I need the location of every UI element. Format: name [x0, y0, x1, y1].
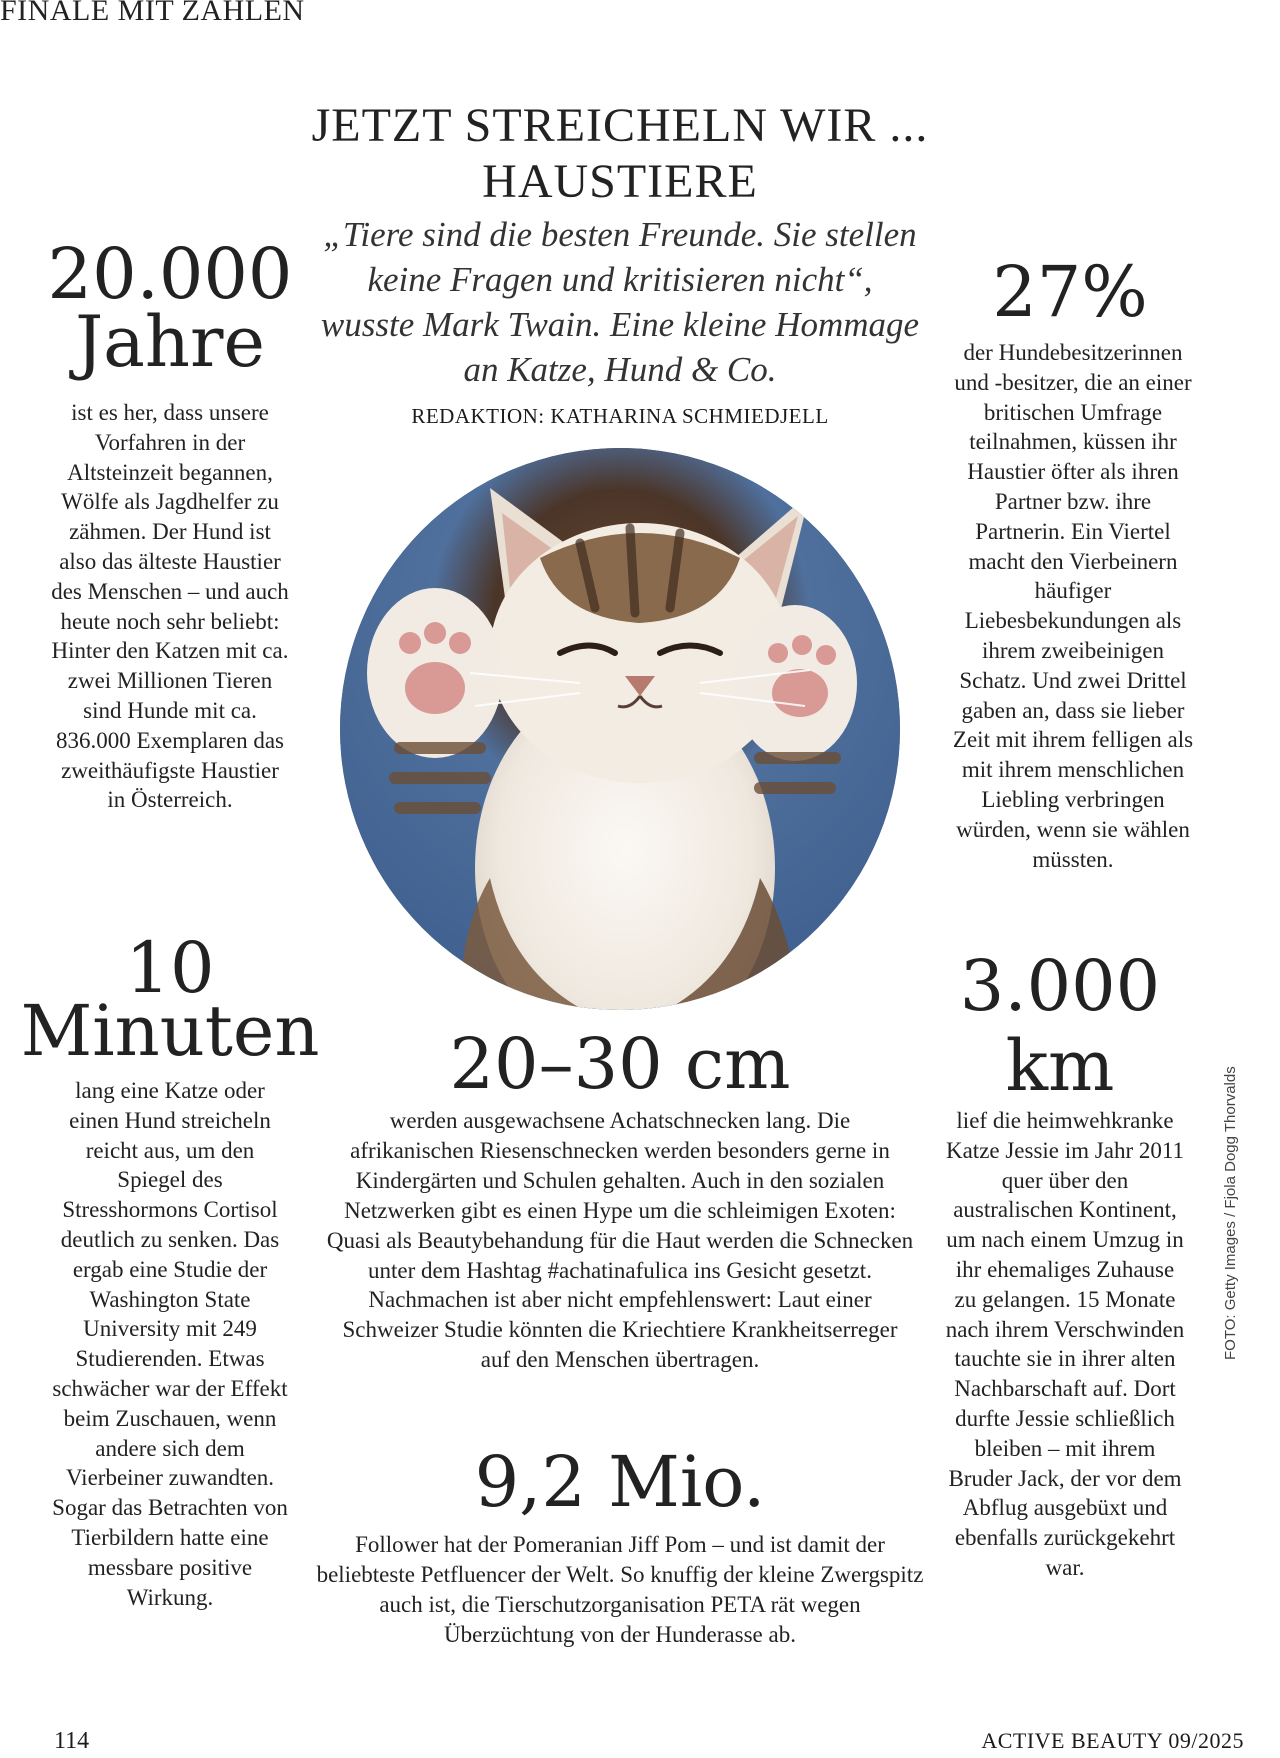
headline [300, 98, 940, 210]
fact-years-unit: Jahre [75, 301, 265, 383]
page-number: 114 [54, 1728, 90, 1754]
intro-quote: „Tiere sind die besten Freunde. Sie stellen keine Fragen und kritisieren nicht“, wusste Mark Twain. Eine kleine Hommage an Katze, Hund & Co. [320, 215, 920, 389]
fact-percent-number: 27% [992, 251, 1148, 333]
fact-years-text: ist es her, dass unsere Vorfahren in der Altsteinzeit begannen, Wölfe als Jagdhelfer zu zähmen. Der Hund ist also das älteste Haustier des Menschen – und auch heute noch sehr beliebt: Hinter den Katzen mit ca. zwei Millionen Tieren sind Hunde mit ca. 836.000 Exemplaren das zweithäufigste Haustier in Österreich. [51, 400, 289, 813]
byline: REDAKTION: KATHARINA SCHMIEDJELL [411, 404, 829, 428]
fact-snails-text: werden ausgewachsene Achatschnecken lang. Die afrikanischen Riesenschnecken werden besonders gerne in Kindergärten und Schulen gehalten. Auch in den sozialen Netzwerken gibt es einen Hype um die schleimigen Exoten: Quasi als Beautybehandung für die Haut werden die Schnecken unter dem Hashtag #achatinafulica ins Gesicht gesetzt. Nachmachen ist aber nicht empfehlenswert: Laut einer Schweizer Studie könnten die Kriechtiere Krankheitserreger auf den Menschen übertragen. [326, 1108, 914, 1373]
kitten-illustration [340, 448, 900, 1010]
fact-snails-number: 20–30 cm [449, 1023, 791, 1105]
headline-line-1: JETZT STREICHELN WIR ... [311, 99, 929, 152]
fact-followers-text: Follower hat der Pomeranian Jiff Pom – und ist damit der beliebteste Petfluencer der Welt. So knuffig der kleine Zwergspitz auch ist, die Tierschutzorganisation PETA rät wegen Überzüchtung von der Hunderasse ab. [316, 1532, 924, 1647]
fact-minutes-unit: Minuten [20, 990, 320, 1072]
fact-minutes-number: 10 [125, 927, 215, 1009]
fact-km-text: lief die heimwehkranke Katze Jessie im Jahr 2011 quer über den australischen Kontinent, um nach einem Umzug in ihr ehemaliges Zuhause zu gelangen. 15 Monate nach ihrem Verschwinden tauchte sie in ihrer alten Nachbarschaft auf. Dort durfte Jessie schließlich bleiben – mit ihrem Bruder Jack, der vor dem Abflug ausgebüxt und ebenfalls zurückgekehrt war. [945, 1108, 1185, 1580]
kitten-photo [340, 448, 900, 1010]
fact-minutes-text: lang eine Katze oder einen Hund streicheln reicht aus, um den Spiegel des Stresshormons Cortisol deutlich zu senken. Das ergab eine Studie der Washington State University mit 249 Studierenden. Etwas schwächer war der Effekt beim Zuschauen, wenn andere sich dem Vierbeiner zuwandten. Sogar das Betrachten von Tierbildern hatte eine messbare positive Wirkung. [52, 1078, 288, 1610]
fact-km-number: 3.000 [959, 945, 1161, 1027]
fact-followers-number: 9,2 Mio. [474, 1441, 766, 1523]
magazine-issue: ACTIVE BEAUTY 09/2025 [981, 1728, 1244, 1753]
fact-years-number: 20.000 [47, 233, 293, 315]
fact-km-unit: km [1005, 1025, 1115, 1107]
section-header: FINALE MIT ZAHLEN [0, 0, 305, 27]
headline-line-2: HAUSTIERE [482, 155, 758, 208]
fact-percent-text: der Hundebesitzerinnen und -besitzer, die an einer britischen Umfrage teilnahmen, küssen ihr Haustier öfter als ihren Partner bzw. ihre Partnerin. Ein Viertel macht den Vierbeinern häufiger Liebesbekundungen als ihrem zweibeinigen Schatz. Und zwei Drittel gaben an, dass sie lieber Zeit mit ihrem felligen als mit ihrem menschlichen Liebling verbringen würden, wenn sie wählen müssten. [952, 340, 1194, 872]
photo-credit-text: FOTO: Getty Images / Fjola Dogg Thorvalds [1222, 1066, 1239, 1360]
